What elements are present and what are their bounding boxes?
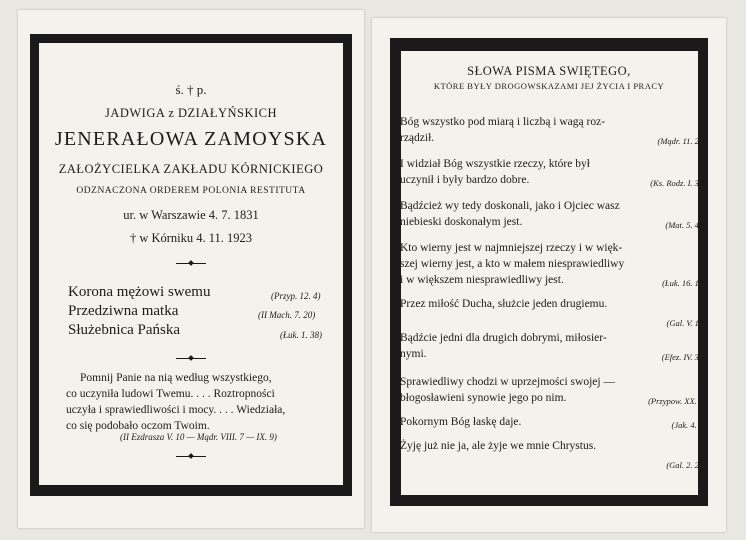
- verse-line: Żyję już nie ja, ale żyje we mnie Chrystus.: [400, 440, 597, 452]
- title-item-ref: (Łuk. 1. 38): [280, 330, 322, 340]
- verse-item: [400, 438, 706, 473]
- died-line: † w Kórniku 4. 11. 1923: [129, 231, 253, 245]
- verse-ref: (Gal. 2. 20): [666, 460, 706, 470]
- verse-line: Sprawiedliwy chodzi w uprzejmości swojej —: [400, 376, 615, 388]
- verse-ref: (Mat. 5. 48): [665, 220, 706, 230]
- verse-ref: (Efez. IV. 32): [661, 352, 706, 362]
- verse-line: I widział Bóg wszystkie rzeczy, które był: [400, 158, 590, 170]
- verse-line: rządził.: [400, 132, 435, 144]
- prayer-ref: (II Ezdrasza V. 10 — Mądr. VIII. 7 — IX. 9): [120, 432, 277, 442]
- verse-ref: (Łuk. 16. 10): [662, 278, 706, 288]
- sp-header: ś. † p.: [175, 82, 207, 97]
- scripture-subheading: KTÓRE BYŁY DROGOWSKAZAMI JEJ ŻYCIA I PRACY: [433, 81, 665, 91]
- verse-item: [400, 414, 706, 433]
- title-item: Korona mężowi swemu: [68, 284, 211, 300]
- verse-line: Przez miłość Ducha, służcie jeden drugiemu.: [400, 298, 608, 310]
- scripture-heading: SŁOWA PISMA SWIĘTEGO,: [467, 64, 631, 78]
- prayer-line: co uczyniła ludowi Twemu. . . . Roztropności: [66, 388, 275, 400]
- verse-line: szej wierny jest, a kto w małem niesprawiedliwy: [400, 258, 625, 270]
- verse-line: uczynił i były bardzo dobre.: [400, 174, 530, 186]
- right-card: [372, 18, 726, 532]
- verse-item: [400, 374, 706, 409]
- ornament-divider: [176, 355, 206, 363]
- title-item-ref: (II Mach. 7. 20): [258, 310, 316, 320]
- verse-line: niebieski doskonałym jest.: [400, 216, 523, 228]
- verse-item: [400, 240, 706, 291]
- verse-ref: (Przypow. XX. 7): [648, 396, 706, 406]
- verse-line: Kto wierny jest w najmniejszej rzeczy i w więk-: [400, 242, 623, 254]
- title-item-ref: (Przyp. 12. 4): [271, 291, 321, 301]
- left-card: [18, 10, 364, 528]
- verse-line: Bóg wszystko pod miarą i liczbą i wagą roz-: [400, 116, 606, 128]
- prayer-line: co się podobało oczom Twoim.: [66, 420, 210, 432]
- main-title: JENERAŁOWA ZAMOYSKA: [54, 128, 328, 150]
- born-line: ur. w Warszawie 4. 7. 1831: [123, 208, 259, 222]
- verse-line: Bądźcie jedni dla drugich dobrymi, miłosier-: [400, 332, 607, 344]
- order-line: ODZNACZONA ORDEREM POLONIA RESTITUTA: [76, 186, 306, 196]
- prayer-line: uczyła i sprawiedliwości i mocy. . . . Wiedziała,: [66, 404, 286, 416]
- name-line: JADWIGA z DZIAŁYŃSKICH: [104, 106, 278, 120]
- verse-ref: (Ks. Rodz. I. 31): [650, 178, 706, 188]
- founder-line: ZAŁOŻYCIELKA ZAKŁADU KÓRNICKIEGO: [58, 162, 324, 176]
- verse-ref: (Gal. V. 18): [666, 318, 706, 328]
- ornament-divider: [176, 260, 206, 268]
- prayer-line: Pomnij Panie na nią według wszystkiego,: [80, 372, 272, 384]
- verse-item: [400, 114, 706, 149]
- verse-item: [400, 156, 706, 191]
- verse-item: [400, 296, 706, 331]
- prayer-text: [66, 370, 338, 434]
- verse-item: [400, 330, 706, 365]
- verse-ref: (Mądr. 11. 21): [657, 136, 706, 146]
- verse-line: i w większem niesprawiedliwy jest.: [400, 274, 564, 286]
- title-item: Służebnica Pańska: [68, 322, 181, 338]
- verse-line: Bądźcież wy tedy doskonali, jako i Ojciec wasz: [400, 200, 620, 212]
- verse-ref: (Jak. 4. 6): [671, 420, 706, 430]
- title-item: Przedziwna matka: [68, 303, 179, 319]
- verse-item: [400, 198, 706, 233]
- verse-line: błogosławieni synowie jego po nim.: [400, 392, 567, 404]
- verse-line: nymi.: [400, 348, 427, 360]
- ornament-divider: [176, 453, 206, 461]
- verse-line: Pokornym Bóg łaskę daje.: [400, 416, 522, 428]
